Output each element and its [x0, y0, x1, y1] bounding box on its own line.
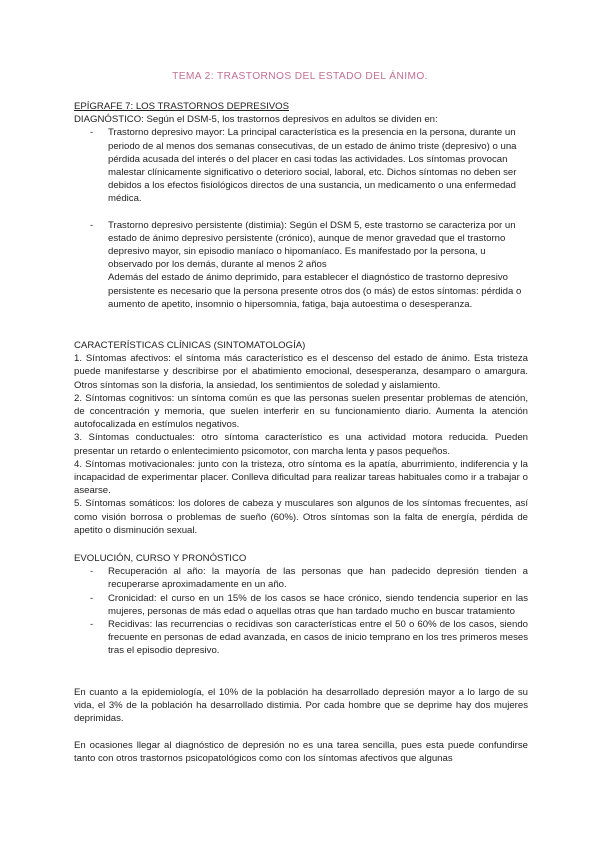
- evolucion-heading: EVOLUCIÓN, CURSO Y PRONÓSTICO: [74, 553, 247, 564]
- sintoma-paragraph: 2. Síntomas cognitivos: un síntoma común es que las personas suelen presentar problemas de atención, de concentración y memoria, que suelen interferir en su funcionamiento diario. Aumenta la atención autofocalizada en estímulos negativos.: [74, 392, 528, 431]
- list-item: - Cronicidad: el curso en un 15% de los casos se hace crónico, siendo tendencia superior en las mujeres, personas de más edad o aquellas otras que han tardado mucho en buscar tratamiento: [74, 592, 528, 618]
- caracteristicas-heading: CARACTERÍSTICAS CLÍNICAS (SINTOMATOLOGÍA): [74, 340, 306, 351]
- epigrafe-heading: EPÍGRAFE 7: LOS TRASTORNOS DEPRESIVOS: [74, 101, 290, 112]
- epidemiologia-text: En cuanto a la epidemiología, el 10% de la población ha desarrollado depresión mayor a lo largo de su vida, el 3% de la población ha desarrollado distimia. Por cada hombre que se deprime hay dos mujeres deprimidas.: [74, 687, 528, 725]
- list-item: - Recuperación al año: la mayoría de las personas que han padecido depresión tienden a recuperarse aproximadamente en un año.: [74, 565, 528, 591]
- ocasiones-text: En ocasiones llegar al diagnóstico de depresión no es una tarea sencilla, pues esta puede confundirse tanto con otros trastornos psicopatológicos como con los síntomas afectivos que algunas: [74, 740, 528, 765]
- list-item: - Trastorno depresivo mayor: La principal característica es la presencia en la persona, durante un periodo de al menos dos semanas consecutivas, de un estado de ánimo triste (depresivo) o una pérdida acusada del interés o del placer en casi todas las actividades. Los síntomas provocan malestar clínicamente significativo o deterioro social, laboral, etc. Dichos síntomas no deben ser debidos a los efectos fisiológicos directos de una sustancia, un medicamento o una enfermedad médica.: [74, 126, 528, 205]
- page-title: TEMA 2: TRASTORNOS DEL ESTADO DEL ÁNIMO.: [172, 71, 428, 82]
- evolucion-list: [74, 565, 528, 657]
- list-item: - Recidivas: las recurrencias o recidivas son características entre el 50 o 60% de los casos, siendo frecuente en personas de edad avanzada, en casos de inicio temprano en los tres primeros meses tras el episodio depresivo.: [74, 618, 528, 658]
- sintoma-paragraph: 5. Síntomas somáticos: los dolores de cabeza y musculares son algunos de los síntomas frecuentes, así como visión borrosa o problemas de sueño (60%). Otros síntomas son la falta de energía, pérdida de apetito o disminución sexual.: [74, 498, 528, 536]
- section-trastornos-depresivos: [74, 100, 528, 311]
- epidemiologia-paragraph: [74, 686, 528, 726]
- diagnostico-extra: Además del estado de ánimo deprimido, para establecer el diagnóstico de trastorno depresivo persistente es necesario que la persona presente otros dos (o más) de estos síntomas: pérdida o aumento de apetito, insomnio o hipersomnia, fatiga, baja autoestima o desesperanza.: [108, 272, 522, 310]
- ocasiones-paragraph: [74, 739, 528, 765]
- section-caracteristicas: [74, 339, 528, 537]
- section-evolucion: [74, 552, 528, 658]
- list-item: - Trastorno depresivo persistente (distimia): Según el DSM 5, este trastorno se caracteriza por un estado de ánimo depresivo persistente (crónico), aunque de menor gravedad que el trastorno depresivo mayor, sin episodio maníaco o hipomaníaco. Es manifestado por la persona, u observado por los demás, durante al menos 2 años: [74, 219, 528, 272]
- sintoma-paragraph: 3. Síntomas conductuales: otro síntoma característico es una actividad motora reducida. Pueden presentar un retardo o enlentecimiento psicomotor, con marcha lenta y pasos pequeños.: [74, 432, 528, 457]
- diagnostico-list: [74, 126, 528, 271]
- sintoma-paragraph: 1. Síntomas afectivos: el síntoma más característico es el descenso del estado de ánimo. Esta tristeza puede manifestarse y describirse por el abatimiento emocional, desesperanza, desamparo o amargura. Otros síntomas son la disforia, la ansiedad, los sentimientos de soledad y aislamiento.: [74, 353, 528, 391]
- sintoma-paragraph: 4. Síntomas motivacionales: junto con la tristeza, otro síntoma es la apatía, aburrimiento, indiferencia y la incapacidad de experimentar placer. Conlleva dificultad para realizar tareas habituales como ir a trabajar o asearse.: [74, 458, 528, 497]
- diagnostico-intro: DIAGNÓSTICO: Según el DSM-5, los trastornos depresivos en adultos se dividen en:: [74, 114, 438, 126]
